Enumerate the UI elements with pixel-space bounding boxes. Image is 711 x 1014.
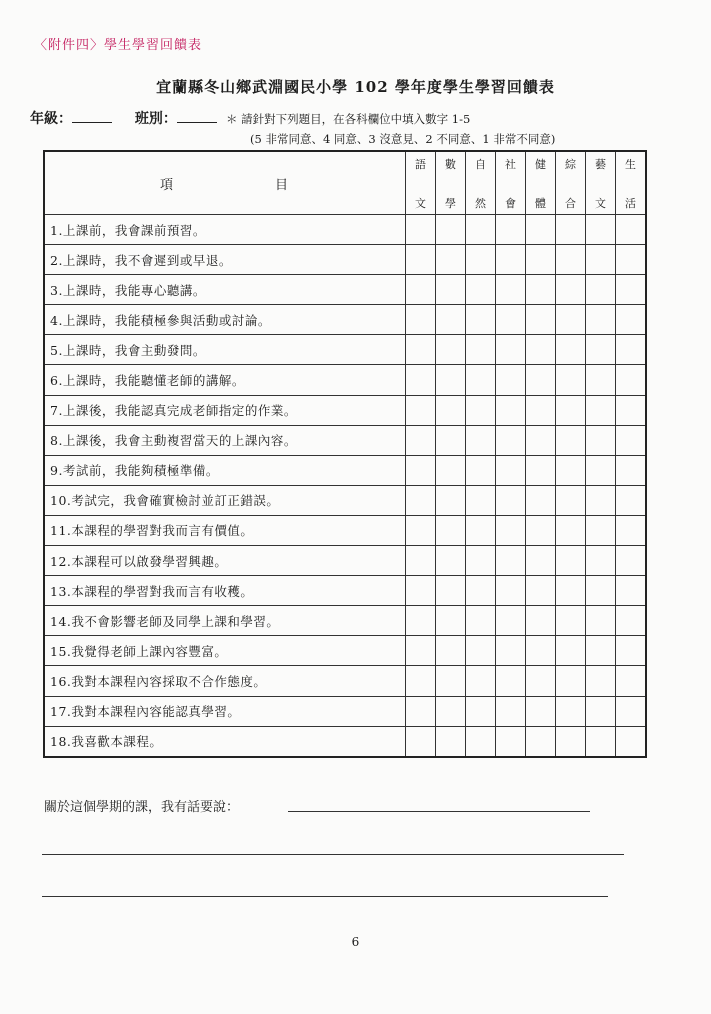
rating-cell[interactable] bbox=[436, 576, 466, 606]
subject-header-bottom: 文 bbox=[415, 197, 426, 210]
rating-cell[interactable] bbox=[406, 546, 436, 576]
rating-cell[interactable] bbox=[556, 546, 586, 576]
question-text: 13.本課程的學習對我而言有收穫。 bbox=[44, 576, 406, 606]
rating-cell[interactable] bbox=[496, 215, 526, 245]
rating-cell[interactable] bbox=[616, 546, 647, 576]
table-row bbox=[44, 576, 646, 606]
survey-table bbox=[43, 150, 647, 758]
table-row bbox=[44, 455, 646, 485]
table-row bbox=[44, 606, 646, 636]
rating-cell[interactable] bbox=[556, 485, 586, 515]
rating-cell[interactable] bbox=[586, 305, 616, 335]
rating-cell[interactable] bbox=[436, 395, 466, 425]
rating-cell[interactable] bbox=[406, 726, 436, 757]
class-label: 班別： bbox=[134, 111, 177, 127]
rating-cell[interactable] bbox=[616, 245, 647, 275]
rating-cell[interactable] bbox=[436, 335, 466, 365]
rating-cell[interactable] bbox=[436, 515, 466, 545]
question-text: 7.上課後，我能認真完成老師指定的作業。 bbox=[44, 395, 406, 425]
subject-header-top: 數 bbox=[445, 158, 456, 171]
rating-cell[interactable] bbox=[466, 666, 496, 696]
rating-cell[interactable] bbox=[586, 485, 616, 515]
grade-blank[interactable] bbox=[72, 122, 112, 123]
rating-cell[interactable] bbox=[526, 696, 556, 726]
rating-cell[interactable] bbox=[586, 335, 616, 365]
question-text: 3.上課時，我能專心聽講。 bbox=[44, 275, 406, 305]
question-text: 6.上課時，我能聽懂老師的講解。 bbox=[44, 365, 406, 395]
rating-cell[interactable] bbox=[526, 245, 556, 275]
rating-cell[interactable] bbox=[496, 305, 526, 335]
subject-header-top: 健 bbox=[535, 158, 546, 171]
question-text: 16.我對本課程內容採取不合作態度。 bbox=[44, 666, 406, 696]
subject-header bbox=[496, 151, 526, 215]
rating-cell[interactable] bbox=[406, 365, 436, 395]
table-row bbox=[44, 636, 646, 666]
rating-cell[interactable] bbox=[616, 606, 647, 636]
subject-header-bottom: 合 bbox=[565, 197, 576, 210]
rating-cell[interactable] bbox=[496, 395, 526, 425]
rating-cell[interactable] bbox=[616, 636, 647, 666]
rating-cell[interactable] bbox=[496, 275, 526, 305]
question-text: 12.本課程可以啟發學習興趣。 bbox=[44, 546, 406, 576]
table-row bbox=[44, 696, 646, 726]
rating-cell[interactable] bbox=[466, 455, 496, 485]
rating-cell[interactable] bbox=[466, 305, 496, 335]
table-row bbox=[44, 515, 646, 545]
rating-cell[interactable] bbox=[496, 636, 526, 666]
table-row bbox=[44, 215, 646, 245]
rating-cell[interactable] bbox=[406, 215, 436, 245]
rating-cell[interactable] bbox=[616, 485, 647, 515]
subject-header-bottom: 文 bbox=[595, 197, 606, 210]
rating-cell[interactable] bbox=[436, 275, 466, 305]
question-text: 17.我對本課程內容能認真學習。 bbox=[44, 696, 406, 726]
item-header-char-1: 項 bbox=[159, 177, 175, 193]
table-row bbox=[44, 546, 646, 576]
rating-cell[interactable] bbox=[556, 606, 586, 636]
table-row bbox=[44, 275, 646, 305]
rating-cell[interactable] bbox=[616, 275, 647, 305]
rating-cell[interactable] bbox=[526, 335, 556, 365]
rating-cell[interactable] bbox=[466, 576, 496, 606]
rating-cell[interactable] bbox=[406, 335, 436, 365]
comment-line-1[interactable] bbox=[288, 811, 590, 812]
rating-cell[interactable] bbox=[466, 215, 496, 245]
rating-cell[interactable] bbox=[586, 726, 616, 757]
table-row bbox=[44, 395, 646, 425]
rating-cell[interactable] bbox=[406, 275, 436, 305]
subject-header-top: 生 bbox=[625, 158, 636, 171]
subject-header bbox=[586, 151, 616, 215]
subject-header-bottom: 體 bbox=[535, 197, 546, 210]
rating-cell[interactable] bbox=[496, 726, 526, 757]
rating-cell[interactable] bbox=[616, 335, 647, 365]
rating-cell[interactable] bbox=[526, 425, 556, 455]
rating-cell[interactable] bbox=[526, 606, 556, 636]
rating-cell[interactable] bbox=[466, 365, 496, 395]
subject-header-bottom: 活 bbox=[625, 197, 636, 210]
table-row bbox=[44, 726, 646, 757]
question-text: 4.上課時，我能積極參與活動或討論。 bbox=[44, 305, 406, 335]
rating-cell[interactable] bbox=[616, 515, 647, 545]
rating-cell[interactable] bbox=[556, 335, 586, 365]
subject-header bbox=[556, 151, 586, 215]
page-title: 宜蘭縣冬山鄉武淵國民小學 102 學年度學生學習回饋表 bbox=[156, 78, 555, 96]
rating-cell[interactable] bbox=[556, 365, 586, 395]
item-column-header bbox=[44, 151, 406, 215]
comment-line-2[interactable] bbox=[42, 854, 624, 855]
rating-cell[interactable] bbox=[466, 335, 496, 365]
table-row bbox=[44, 305, 646, 335]
subject-header bbox=[406, 151, 436, 215]
rating-cell[interactable] bbox=[466, 245, 496, 275]
scale-text: (5 非常同意、4 同意、3 沒意見、2 不同意、1 非常不同意) bbox=[250, 132, 556, 146]
rating-cell[interactable] bbox=[436, 245, 466, 275]
question-text: 10.考試完，我會確實檢討並訂正錯誤。 bbox=[44, 485, 406, 515]
comment-line-3[interactable] bbox=[42, 896, 608, 897]
rating-cell[interactable] bbox=[526, 576, 556, 606]
rating-cell[interactable] bbox=[616, 455, 647, 485]
rating-cell[interactable] bbox=[556, 726, 586, 757]
rating-cell[interactable] bbox=[406, 515, 436, 545]
rating-cell[interactable] bbox=[406, 666, 436, 696]
rating-cell[interactable] bbox=[526, 215, 556, 245]
rating-cell[interactable] bbox=[556, 275, 586, 305]
rating-cell[interactable] bbox=[586, 515, 616, 545]
rating-cell[interactable] bbox=[556, 245, 586, 275]
rating-cell[interactable] bbox=[436, 305, 466, 335]
rating-cell[interactable] bbox=[586, 395, 616, 425]
question-text: 18.我喜歡本課程。 bbox=[44, 726, 406, 757]
rating-cell[interactable] bbox=[616, 576, 647, 606]
rating-cell[interactable] bbox=[496, 335, 526, 365]
rating-cell[interactable] bbox=[526, 485, 556, 515]
rating-cell[interactable] bbox=[526, 636, 556, 666]
subject-header-top: 藝 bbox=[595, 158, 606, 171]
rating-cell[interactable] bbox=[526, 455, 556, 485]
rating-cell[interactable] bbox=[496, 666, 526, 696]
rating-cell[interactable] bbox=[466, 636, 496, 666]
rating-cell[interactable] bbox=[496, 546, 526, 576]
rating-cell[interactable] bbox=[466, 696, 496, 726]
rating-cell[interactable] bbox=[556, 455, 586, 485]
subject-header-top: 語 bbox=[415, 158, 426, 171]
rating-cell[interactable] bbox=[436, 696, 466, 726]
rating-cell[interactable] bbox=[616, 395, 647, 425]
rating-cell[interactable] bbox=[496, 606, 526, 636]
rating-cell[interactable] bbox=[466, 546, 496, 576]
rating-cell[interactable] bbox=[496, 365, 526, 395]
subject-header bbox=[436, 151, 466, 215]
table-row bbox=[44, 245, 646, 275]
subject-header-top: 社 bbox=[505, 158, 516, 171]
rating-cell[interactable] bbox=[526, 395, 556, 425]
rating-cell[interactable] bbox=[496, 485, 526, 515]
table-row bbox=[44, 666, 646, 696]
rating-cell[interactable] bbox=[526, 666, 556, 696]
rating-cell[interactable] bbox=[586, 606, 616, 636]
survey-body bbox=[44, 215, 646, 757]
rating-cell[interactable] bbox=[586, 576, 616, 606]
rating-cell[interactable] bbox=[556, 696, 586, 726]
class-blank[interactable] bbox=[177, 122, 217, 123]
grade-class-line bbox=[30, 108, 235, 128]
rating-cell[interactable] bbox=[496, 425, 526, 455]
rating-cell[interactable] bbox=[436, 485, 466, 515]
rating-cell[interactable] bbox=[406, 576, 436, 606]
rating-cell[interactable] bbox=[616, 365, 647, 395]
grade-label: 年級： bbox=[30, 111, 72, 127]
annex-label: 〈附件四〉學生學習回饋表 bbox=[34, 38, 203, 53]
rating-cell[interactable] bbox=[556, 576, 586, 606]
rating-cell[interactable] bbox=[556, 425, 586, 455]
rating-cell[interactable] bbox=[556, 215, 586, 245]
rating-cell[interactable] bbox=[616, 696, 647, 726]
rating-cell[interactable] bbox=[496, 245, 526, 275]
rating-cell[interactable] bbox=[526, 275, 556, 305]
page-number: 6 bbox=[351, 935, 360, 949]
table-row bbox=[44, 485, 646, 515]
table-row bbox=[44, 335, 646, 365]
rating-cell[interactable] bbox=[526, 546, 556, 576]
rating-cell[interactable] bbox=[466, 726, 496, 757]
rating-cell[interactable] bbox=[586, 365, 616, 395]
rating-cell[interactable] bbox=[466, 395, 496, 425]
subject-header bbox=[466, 151, 496, 215]
rating-cell[interactable] bbox=[586, 425, 616, 455]
rating-cell[interactable] bbox=[496, 576, 526, 606]
rating-cell[interactable] bbox=[496, 515, 526, 545]
rating-cell[interactable] bbox=[436, 425, 466, 455]
rating-cell[interactable] bbox=[406, 395, 436, 425]
rating-cell[interactable] bbox=[406, 245, 436, 275]
rating-cell[interactable] bbox=[496, 455, 526, 485]
subject-header-top: 綜 bbox=[565, 158, 576, 171]
rating-cell[interactable] bbox=[616, 425, 647, 455]
rating-cell[interactable] bbox=[526, 515, 556, 545]
instruction-text: ＊ 請針對下列題目，在各科欄位中填入數字 1-5 bbox=[226, 112, 471, 126]
rating-cell[interactable] bbox=[586, 636, 616, 666]
rating-cell[interactable] bbox=[436, 666, 466, 696]
rating-cell[interactable] bbox=[436, 546, 466, 576]
subject-header bbox=[616, 151, 647, 215]
rating-cell[interactable] bbox=[586, 546, 616, 576]
subject-header-bottom: 學 bbox=[445, 197, 456, 210]
subject-header-top: 自 bbox=[475, 158, 486, 171]
subject-header bbox=[526, 151, 556, 215]
subject-header-bottom: 會 bbox=[505, 197, 516, 210]
rating-cell[interactable] bbox=[556, 666, 586, 696]
rating-cell[interactable] bbox=[466, 275, 496, 305]
question-text: 5.上課時，我會主動發問。 bbox=[44, 335, 406, 365]
rating-cell[interactable] bbox=[406, 455, 436, 485]
rating-cell[interactable] bbox=[406, 606, 436, 636]
rating-cell[interactable] bbox=[466, 606, 496, 636]
question-text: 11.本課程的學習對我而言有價值。 bbox=[44, 515, 406, 545]
rating-cell[interactable] bbox=[436, 365, 466, 395]
rating-cell[interactable] bbox=[406, 636, 436, 666]
rating-cell[interactable] bbox=[466, 485, 496, 515]
rating-cell[interactable] bbox=[466, 515, 496, 545]
item-header-char-2: 目 bbox=[275, 177, 291, 193]
table-header-row bbox=[44, 151, 646, 215]
rating-cell[interactable] bbox=[526, 305, 556, 335]
table-row bbox=[44, 365, 646, 395]
comment-label: 關於這個學期的課，我有話要說： bbox=[44, 800, 240, 815]
rating-cell[interactable] bbox=[586, 215, 616, 245]
rating-cell[interactable] bbox=[526, 365, 556, 395]
rating-cell[interactable] bbox=[556, 395, 586, 425]
question-text: 9.考試前，我能夠積極準備。 bbox=[44, 455, 406, 485]
rating-cell[interactable] bbox=[616, 726, 647, 757]
rating-cell[interactable] bbox=[586, 245, 616, 275]
rating-cell[interactable] bbox=[436, 455, 466, 485]
rating-cell[interactable] bbox=[466, 425, 496, 455]
question-text: 1.上課前，我會課前預習。 bbox=[44, 215, 406, 245]
rating-cell[interactable] bbox=[436, 606, 466, 636]
subject-header-bottom: 然 bbox=[475, 197, 486, 210]
rating-cell[interactable] bbox=[556, 305, 586, 335]
rating-cell[interactable] bbox=[586, 696, 616, 726]
rating-cell[interactable] bbox=[586, 455, 616, 485]
question-text: 14.我不會影響老師及同學上課和學習。 bbox=[44, 606, 406, 636]
rating-cell[interactable] bbox=[586, 275, 616, 305]
rating-cell[interactable] bbox=[436, 215, 466, 245]
rating-cell[interactable] bbox=[436, 636, 466, 666]
rating-cell[interactable] bbox=[556, 515, 586, 545]
rating-cell[interactable] bbox=[616, 305, 647, 335]
question-text: 8.上課後，我會主動複習當天的上課內容。 bbox=[44, 425, 406, 455]
rating-cell[interactable] bbox=[406, 696, 436, 726]
rating-cell[interactable] bbox=[616, 666, 647, 696]
rating-cell[interactable] bbox=[616, 215, 647, 245]
question-text: 15.我覺得老師上課內容豐富。 bbox=[44, 636, 406, 666]
rating-cell[interactable] bbox=[406, 485, 436, 515]
rating-cell[interactable] bbox=[526, 726, 556, 757]
rating-cell[interactable] bbox=[406, 305, 436, 335]
rating-cell[interactable] bbox=[586, 666, 616, 696]
table-row bbox=[44, 425, 646, 455]
rating-cell[interactable] bbox=[496, 696, 526, 726]
rating-cell[interactable] bbox=[556, 636, 586, 666]
rating-cell[interactable] bbox=[406, 425, 436, 455]
rating-cell[interactable] bbox=[436, 726, 466, 757]
question-text: 2.上課時，我不會遲到或早退。 bbox=[44, 245, 406, 275]
